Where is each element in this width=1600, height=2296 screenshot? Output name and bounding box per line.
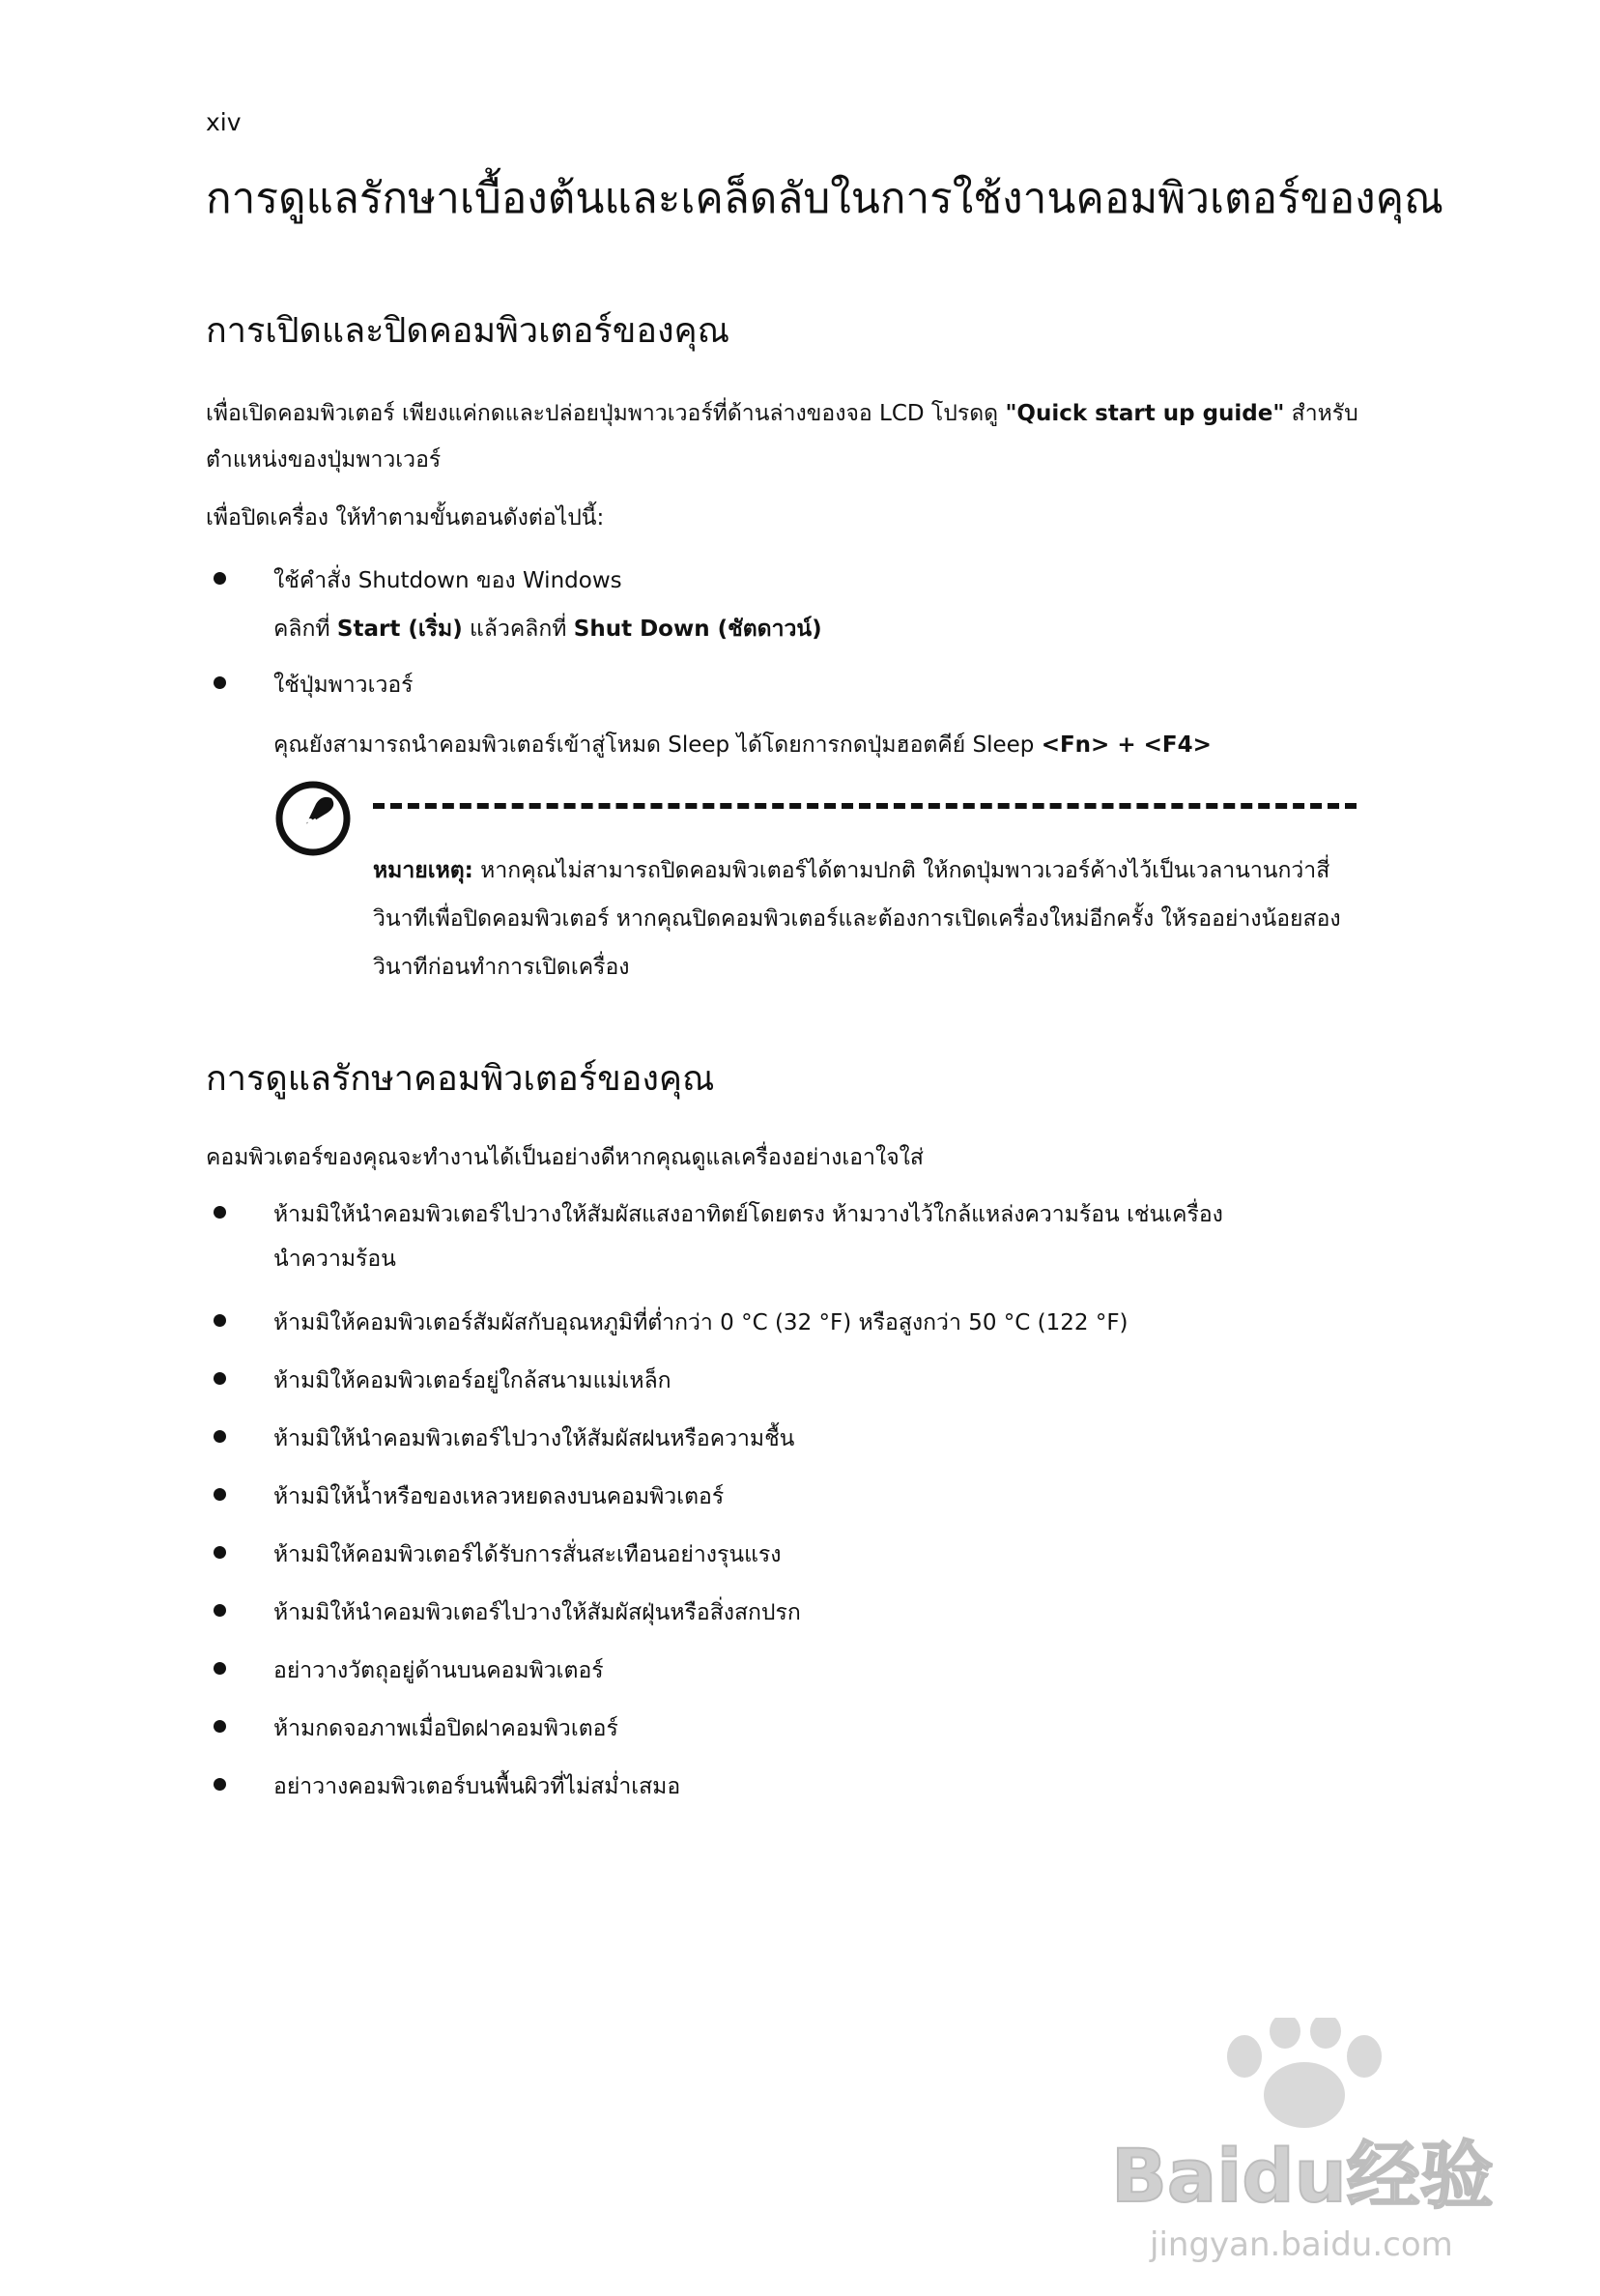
list-item bbox=[206, 1707, 1404, 1751]
list-item-detail bbox=[273, 607, 822, 651]
watermark-brand: Baidu经验 bbox=[1111, 2133, 1494, 2219]
bullet-text: อย่าวางคอมพิวเตอร์บนพื้นผิวที่ไม่สม่ำเสมอ bbox=[273, 1774, 681, 1799]
note-divider bbox=[373, 803, 1357, 809]
list-item bbox=[206, 1417, 1404, 1461]
bullet-text: ห้ามมิให้นำคอมพิวเตอร์ไปวางให้สัมผัสฝนหรือความชื้น bbox=[273, 1426, 795, 1451]
bullet-icon bbox=[214, 1662, 226, 1675]
page-number: xiv bbox=[206, 108, 242, 136]
bullet-text: ห้ามมิให้นำคอมพิวเตอร์ไปวางให้สัมผัสแสงอาทิตย์โดยตรง ห้ามวางไว้ใกล้แหล่งความร้อน เช่นเครื่องนำความร้อน bbox=[273, 1202, 1223, 1272]
list-item bbox=[206, 1192, 1404, 1281]
care-intro: คอมพิวเตอร์ของคุณจะทำงานได้เป็นอย่างดีหากคุณดูแลเครื่องอย่างเอาใจใส่ bbox=[206, 1145, 924, 1170]
paw-icon bbox=[1227, 2018, 1382, 2128]
list-item bbox=[206, 663, 1404, 707]
bullet-icon bbox=[214, 1604, 226, 1617]
page-title: การดูแลรักษาเบื้องต้นและเคล็ดลับในการใช้งานคอมพิวเตอร์ของคุณ bbox=[206, 174, 1443, 223]
watermark-url: jingyan.baidu.com bbox=[1150, 2225, 1453, 2264]
bullet-text: ใช้คำสั่ง Shutdown ของ Windows bbox=[273, 568, 622, 593]
shutdown-intro: เพื่อปิดเครื่อง ให้ทำตามขั้นตอนดังต่อไปนี้: bbox=[206, 505, 605, 531]
section-title-power: การเปิดและปิดคอมพิวเตอร์ของคุณ bbox=[206, 311, 730, 351]
bullet-icon bbox=[214, 1314, 226, 1327]
bullet-text: ห้ามมิให้คอมพิวเตอร์อยู่ใกล้สนามแม่เหล็ก bbox=[273, 1368, 671, 1393]
baidu-watermark bbox=[1101, 2018, 1507, 2269]
start-menu-label: Start (เริ่ม) bbox=[336, 617, 463, 642]
shutdown-label: Shut Down (ชัตดาวน์) bbox=[573, 617, 822, 642]
list-item bbox=[206, 1649, 1404, 1693]
detail-text: คุณยังสามารถนำคอมพิวเตอร์เข้าสู่โหมด Sleep ได้โดยการกดปุ่มฮอตคีย์ Sleep bbox=[273, 732, 1042, 758]
bullet-text: ห้ามกดจอภาพเมื่อปิดฝาคอมพิวเตอร์ bbox=[273, 1716, 618, 1741]
list-item bbox=[206, 1533, 1404, 1577]
detail-text: แล้วคลิกที่ bbox=[462, 617, 574, 642]
power-on-paragraph bbox=[206, 390, 1365, 483]
list-item bbox=[206, 1591, 1404, 1635]
bullet-text: อย่าวางวัตถุอยู่ด้านบนคอมพิวเตอร์ bbox=[273, 1658, 604, 1683]
list-item bbox=[206, 1765, 1404, 1809]
bullet-icon bbox=[214, 1430, 226, 1443]
list-item-detail bbox=[273, 723, 1212, 767]
bullet-icon bbox=[214, 1372, 226, 1385]
list-item bbox=[206, 1301, 1404, 1345]
note-content: หากคุณไม่สามารถปิดคอมพิวเตอร์ได้ตามปกติ ให้กดปุ่มพาวเวอร์ค้างไว้เป็นเวลานานกว่าสี่วินาทีเพื่อปิดคอมพิวเตอร์ หากคุณปิดคอมพิวเตอร์และต้องการเปิดเครื่องใหม่อีกครั้ง ให้รออย่างน้อยสองวินาทีก่อนทำการเปิดเครื่อง bbox=[373, 858, 1341, 980]
bullet-icon bbox=[214, 1546, 226, 1559]
bullet-icon bbox=[214, 1488, 226, 1501]
bullet-icon bbox=[214, 676, 226, 689]
power-on-text: เพื่อเปิดคอมพิวเตอร์ เพียงแค่กดและปล่อยปุ่มพาวเวอร์ที่ด้านล่างของจอ LCD โปรดดู bbox=[206, 401, 1006, 426]
list-item bbox=[206, 559, 1404, 603]
bullet-icon bbox=[214, 572, 226, 585]
bullet-text: ห้ามมิให้น้ำหรือของเหลวหยดลงบนคอมพิวเตอร์ bbox=[273, 1484, 725, 1509]
bullet-text: ห้ามมิให้คอมพิวเตอร์สัมผัสกับอุณหภูมิที่ต่ำกว่า 0 °C (32 °F) หรือสูงกว่า 50 °C (122 °F) bbox=[273, 1310, 1129, 1335]
quick-start-guide-ref: "Quick start up guide" bbox=[1005, 401, 1285, 426]
note-icon bbox=[273, 779, 353, 858]
power-on-text-end: สำหรับตำแหน่งของปุ่มพาวเวอร์ bbox=[206, 401, 1358, 473]
bullet-text: ใช้ปุ่มพาวเวอร์ bbox=[273, 673, 414, 698]
sleep-hotkey: <Fn> + <F4> bbox=[1041, 732, 1212, 758]
bullet-text: ห้ามมิให้นำคอมพิวเตอร์ไปวางให้สัมผัสฝุ่นหรือสิ่งสกปรก bbox=[273, 1600, 801, 1625]
note-label: หมายเหตุ: bbox=[373, 858, 473, 883]
section-title-care: การดูแลรักษาคอมพิวเตอร์ของคุณ bbox=[206, 1059, 715, 1099]
note-text bbox=[373, 847, 1358, 991]
bullet-icon bbox=[214, 1206, 226, 1219]
bullet-icon bbox=[214, 1778, 226, 1791]
bullet-text: ห้ามมิให้คอมพิวเตอร์ได้รับการสั่นสะเทือนอย่างรุนแรง bbox=[273, 1542, 782, 1567]
bullet-icon bbox=[214, 1720, 226, 1733]
list-item bbox=[206, 1359, 1404, 1403]
list-item bbox=[206, 1475, 1404, 1519]
detail-text: คลิกที่ bbox=[273, 617, 337, 642]
